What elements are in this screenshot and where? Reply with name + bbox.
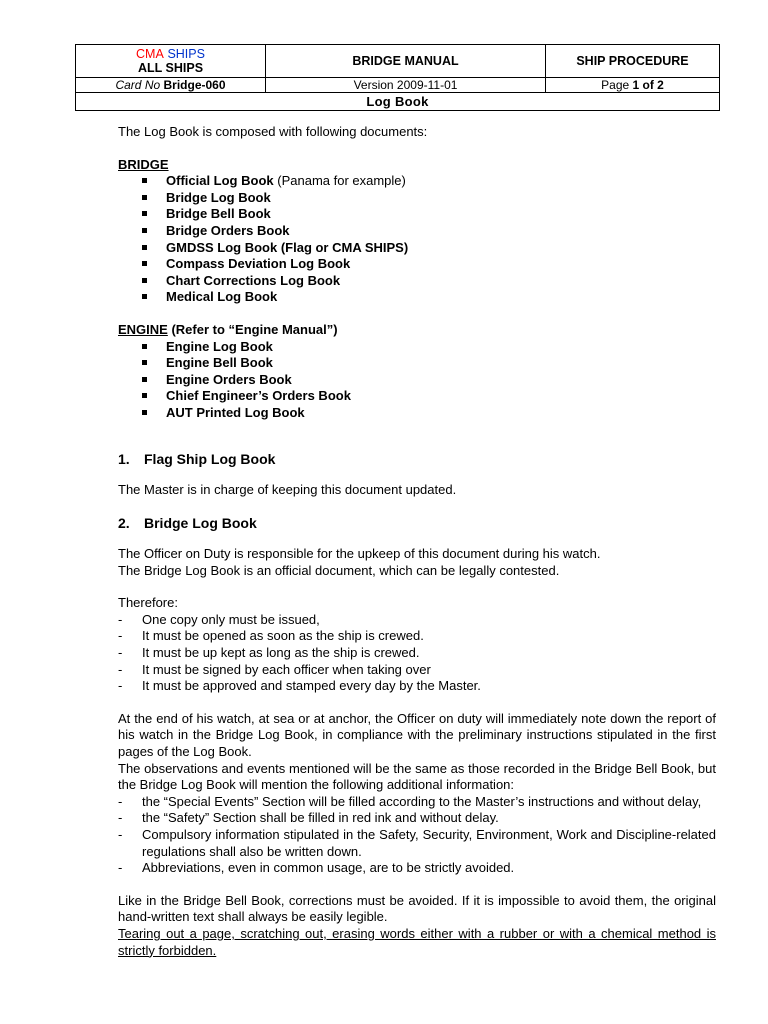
list-item: - It must be signed by each officer when taking over <box>118 661 431 677</box>
list-item: - Compulsory information stipulated in the Safety, Security, Environment, Work and Discipline-related regulations shall also be written down. <box>118 827 716 859</box>
list-item: Bridge Bell Book <box>142 206 716 223</box>
list-item: Chart Corrections Log Book <box>142 273 716 290</box>
forbidden-warning: Tearing out a page, scratching out, erasing words either with a rubber or with a chemical method is strictly forbidden. <box>118 925 716 958</box>
list-item: Engine Log Book <box>142 339 716 356</box>
therefore-label: Therefore: <box>118 595 178 611</box>
list-item: Bridge Log Book <box>142 190 716 207</box>
brand-cma: CMA <box>136 47 164 61</box>
list-item: AUT Printed Log Book <box>142 405 716 422</box>
list-item: - the “Safety” Section shall be filled in red ink and without delay. <box>118 810 499 826</box>
intro-text: The Log Book is composed with following documents: <box>118 124 428 139</box>
list-item: - It must be approved and stamped every day by the Master. <box>118 678 481 694</box>
section-1-heading: 1. Flag Ship Log Book <box>118 450 276 467</box>
info-list <box>118 794 716 877</box>
section-2-paragraph: Like in the Bridge Bell Book, corrections must be avoided. If it is impossible to avoid them, the original hand-written text shall always be easily legible. <box>118 892 716 925</box>
list-item: GMDSS Log Book (Flag or CMA SHIPS) <box>142 240 716 257</box>
list-item: Compass Deviation Log Book <box>142 256 716 273</box>
section-2-paragraph: The Officer on Duty is responsible for the upkeep of this document during his watch. <box>118 546 601 562</box>
list-item: Medical Log Book <box>142 289 716 306</box>
section-2-paragraph: The Bridge Log Book is an official document, which can be legally contested. <box>118 562 560 578</box>
list-item: Chief Engineer’s Orders Book <box>142 388 716 405</box>
list-item: - Abbreviations, even in common usage, are to be strictly avoided. <box>118 860 515 876</box>
section-2-paragraph: The observations and events mentioned will be the same as those recorded in the Bridge Bell Book, but the Bridge Log Book will mention the following additional information: <box>118 760 716 793</box>
section-1-text: The Master is in charge of keeping this document updated. <box>118 481 457 497</box>
engine-heading: ENGINE (Refer to “Engine Manual”) <box>118 321 338 337</box>
bridge-list <box>118 173 716 306</box>
version-label: Version 2009-11-01 <box>266 78 546 93</box>
bridge-heading: BRIDGE <box>118 156 169 172</box>
card-number: Card No Bridge-060 <box>76 78 266 93</box>
brand-ships: SHIPS <box>167 47 205 61</box>
list-item: - the “Special Events” Section will be filled according to the Master’s instructions and without delay, <box>118 793 702 809</box>
list-item: Engine Orders Book <box>142 372 716 389</box>
page-title: Log Book <box>76 93 720 111</box>
procedure-type: SHIP PROCEDURE <box>546 45 720 78</box>
section-2-paragraph: At the end of his watch, at sea or at anchor, the Officer on duty will immediately note down the report of his watch in the Bridge Log Book, in compliance with the preliminary instructions stipulated in the first pages of the Log Book. <box>118 710 716 760</box>
document-body <box>118 124 716 959</box>
engine-list <box>118 339 716 422</box>
list-item: - It must be opened as soon as the ship is crewed. <box>118 628 424 644</box>
brand-cell <box>76 45 266 78</box>
all-ships-label: ALL SHIPS <box>137 61 204 75</box>
list-item: Bridge Orders Book <box>142 223 716 240</box>
page-number: Page 1 of 2 <box>546 78 720 93</box>
list-item: Official Log Book (Panama for example) <box>142 173 716 190</box>
list-item: Engine Bell Book <box>142 355 716 372</box>
list-item: - One copy only must be issued, <box>118 611 320 627</box>
section-2-heading: 2. Bridge Log Book <box>118 515 257 532</box>
card-id: Bridge-060 <box>163 78 226 92</box>
rules-list <box>118 612 716 695</box>
manual-name: BRIDGE MANUAL <box>266 45 546 78</box>
document-header <box>75 44 720 111</box>
list-item: - It must be up kept as long as the ship is crewed. <box>118 645 420 661</box>
